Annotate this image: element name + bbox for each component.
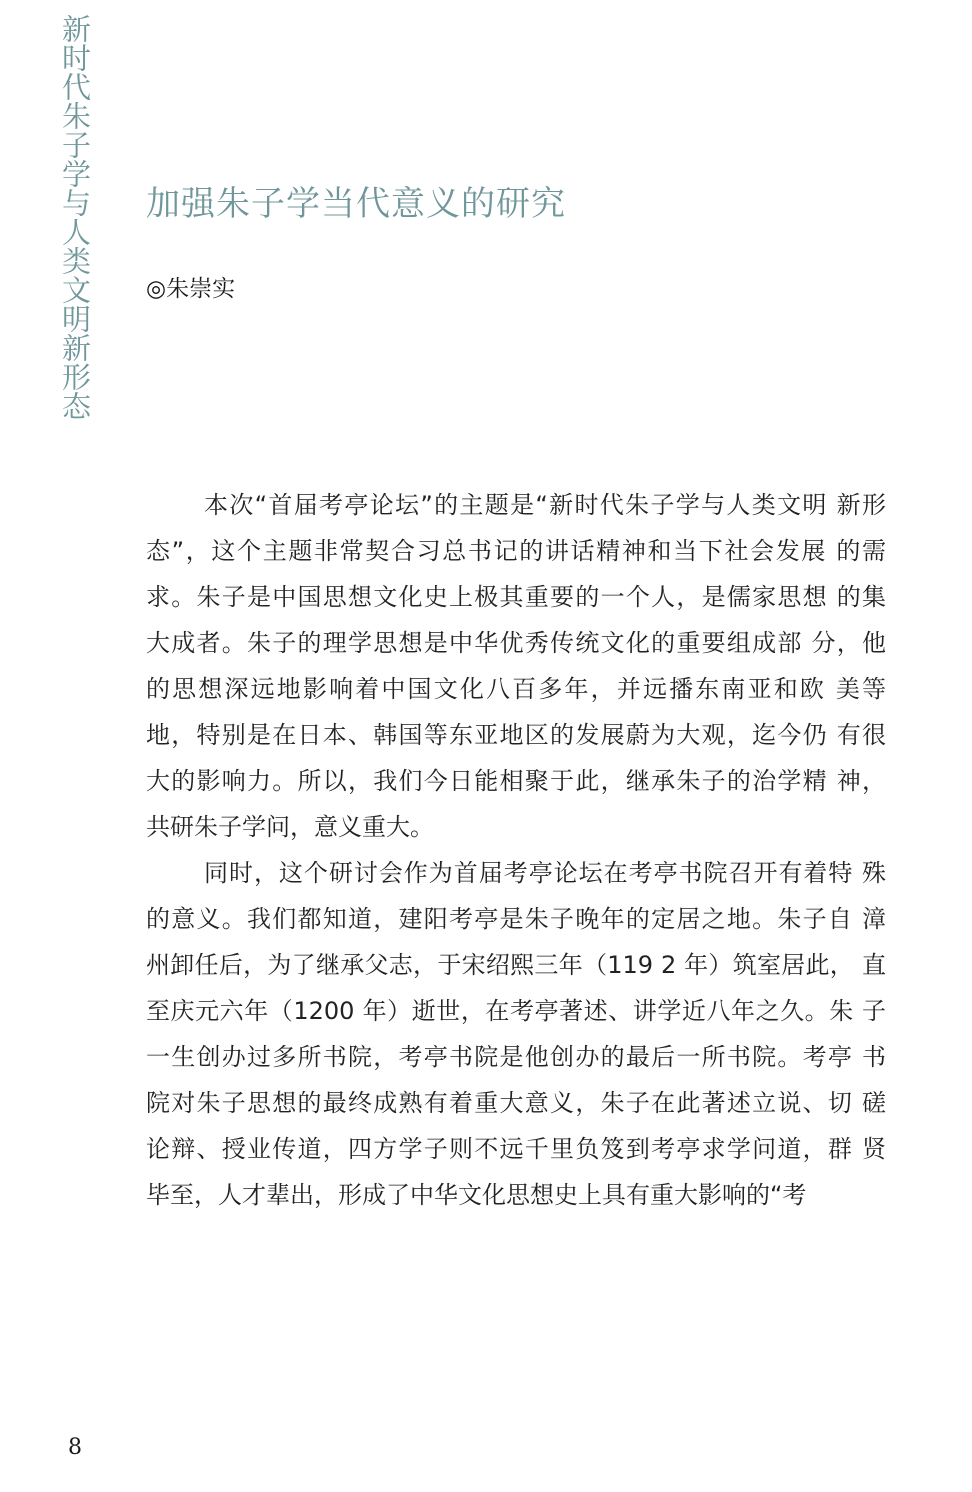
text-line: 共研朱子学问，意义重大。	[146, 813, 434, 841]
article-body	[146, 482, 886, 1218]
text-line: 态”，这个主题非常契合习总书记的讲话精神和当下社会发展 的需	[146, 537, 886, 565]
paragraph	[146, 482, 886, 850]
text-line: 的思想深远地影响着中国文化八百多年，并远播东南亚和欧 美等	[146, 675, 886, 703]
text-line: 一生创办过多所书院，考亭书院是他创办的最后一所书院。考亭 书	[146, 1043, 886, 1071]
article-title: 加强朱子学当代意义的研究	[146, 184, 566, 224]
text-line: 大的影响力。所以，我们今日能相聚于此，继承朱子的治学精 神，	[146, 767, 886, 795]
text-line: 大成者。朱子的理学思想是中华优秀传统文化的重要组成部 分，他	[146, 629, 886, 657]
text-line: 的意义。我们都知道，建阳考亭是朱子晚年的定居之地。朱子自 漳	[146, 905, 886, 933]
paragraph	[146, 850, 886, 1218]
text-line: 求。朱子是中国思想文化史上极其重要的一个人，是儒家思想 的集	[146, 583, 886, 611]
text-line: 院对朱子思想的最终成熟有着重大意义，朱子在此著述立说、切 磋	[146, 1089, 886, 1117]
running-header: 新时代朱子学与人类文明新形态	[58, 14, 92, 420]
author-byline: ◎朱崇实	[146, 276, 236, 302]
text-line: 地，特别是在日本、韩国等东亚地区的发展蔚为大观，迄今仍 有很	[146, 721, 886, 749]
page-number: 8	[68, 1435, 82, 1460]
text-line: 毕至，人才辈出，形成了中华文化思想史上具有重大影响的“考	[146, 1181, 807, 1209]
text-line: 本次“首届考亭论坛”的主题是“新时代朱子学与人类文明 新形	[204, 491, 886, 519]
text-line: 州卸任后，为了继承父志，于宋绍熙三年（119 2 年）筑室居此， 直	[146, 951, 886, 979]
text-line: 论辩、授业传道，四方学子则不远千里负笈到考亭求学问道，群 贤	[146, 1135, 886, 1163]
text-line: 同时，这个研讨会作为首届考亭论坛在考亭书院召开有着特 殊	[204, 859, 886, 887]
text-line: 至庆元六年（1200 年）逝世，在考亭著述、讲学近八年之久。朱 子	[146, 997, 886, 1025]
